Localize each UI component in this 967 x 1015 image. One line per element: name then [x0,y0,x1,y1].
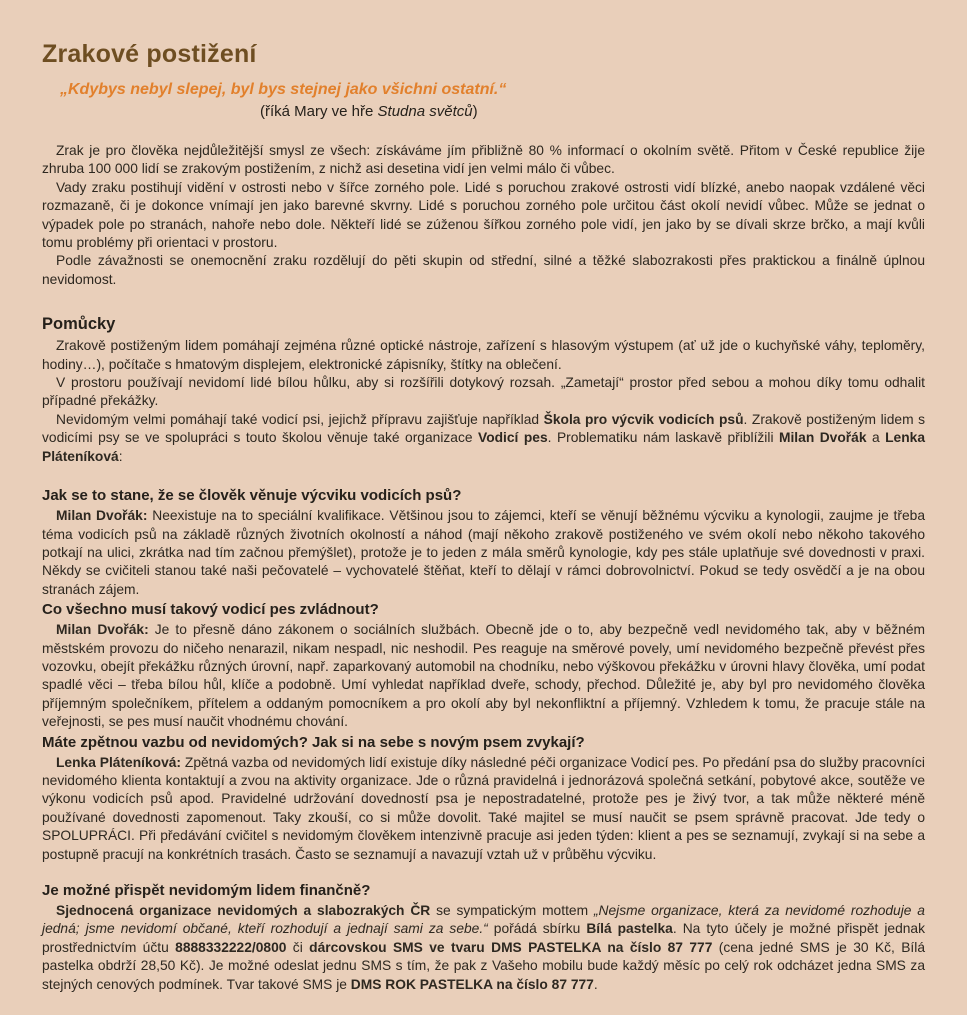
speaker-label: Lenka Pláteníková: [56,754,182,770]
yearly-sms-instructions: DMS ROK PASTELKA na číslo 87 777 [350,976,594,992]
epigraph-attribution [42,103,925,120]
answer-text: Zpětná vazba od nevidomých lidí existuje díky následné péči organizace Vodicí pes. Po předání psa do služby pracovníci nevidomého klienta kontaktují a zvou na aktivity organizace. Jde o různá pravidelná i jednorázová společná setkání, pobytové akce, soutěže ve výkonu vodicích psů apod. Pravidelné udržování dovedností psa je nepostradatelné, protože pes je živý tvor, a tak může některé méně používané dovednosti zapomenout. Taky zkouší, co si může dovolit. Také majitel se musí naučit se psem správně pracovat. Jde tedy o SPOLUPRÁCI. Při předávání cvičitel s nevidomým člověkem intenzivně pracuje asi jeden týden: klient a pes se seznamují, zvykají si na sebe a postupně pracují na konkrétních trasách. Často se seznamují a navazují vztah už v průběhu výcviku. [42,754,925,862]
answer-paragraph-2 [42,621,925,731]
speaker-label: Milan Dvořák: [56,508,148,524]
umbrella-organization-name: Sjednocená organizace nevidomých a slabozrakých ČR [56,903,431,918]
question-heading-2: Co všechno musí takový vodicí pes zvládnout? [42,601,379,619]
guide-dog-school-name: Škola pro výcvik vodicích psů [543,411,744,427]
aids-p3-run: : [118,448,123,464]
question-heading-3: Máte zpětnou vazbu od nevidomých? Jak si na sebe s novým psem zvykají? [42,733,585,751]
donate-run: či [286,939,310,955]
fundraiser-name: Bílá pastelka [586,921,673,937]
aids-p3-run: . Zrakově postiženým lidem s vodicími psy se ve spolupráci s touto školou věnuje také organizace [42,411,925,446]
intro-paragraph-2: Vady zraku postihují vidění v ostrosti nebo v šířce zorného pole. Lidé s poruchou zrakové ostrosti vidí blízké, anebo naopak vzdálené věci rozmazaně, či je dokonce vnímají jen jako barevné skvrny. Lidé s poruchou zorného pole určitou část okolí nevidí vůbec. Může se jednat o výpadek pole po stranách, nahoře nebo dole. Někteří lidé se zúženou šířkou zorného pole vidí, jen jako by se dívali skrze brčko, a mají kvůli tomu problémy při orientaci v prostoru. [42,179,925,251]
aids-paragraph-2: V prostoru používají nevidomí lidé bílou hůlku, aby si rozšířili dotykový rozsah. „Zametají“ prostor před sebou a mohou díky tomu odhalit případné překážky. [42,375,925,409]
intro-paragraph-1: Zrak je pro člověka nejdůležitější smysl ze všech: získáváme jím přibližně 80 % informací o okolním světě. Přitom v České republice žije zhruba 100 000 lidí se zrakovým postižením, z nichž asi desetina vidí jen velmi málo či vůbec. [42,143,925,177]
aids-p3-run: Nevidomým velmi pomáhají také vodicí psi, jejichž přípravu zajišťuje například [56,411,544,427]
page-title: Zrakové postižení [42,40,257,68]
donate-paragraph [42,902,925,994]
donate-run: . Na tyto účely je možné přispět jednak prostřednictvím účtu [42,921,926,955]
attribution-work-title: Studna světců [377,103,473,120]
donate-run: . [593,976,598,992]
aids-p3-run: a [866,430,886,446]
attribution-prefix: (říká Mary ve hře [260,103,378,120]
answer-text: Je to přesně dáno zákonem o sociálních službách. Obecně jde o to, aby bezpečně vedl nevidomého tak, aby v běžném městském provozu do ničeho nenarazil, nikam nespadl, nic neshodil. Pes reaguje na směrové povely, umí nevidomého bezpečně převést přes vozovku, obejít překážku různých úrovní, např. zaparkovaný automobil na chodníku, nebo výškovou překážku v úrovni hlavy člověka, umí podat spadlé věci – třeba bílou hůl, klíče a podobně. Umí vyhledat například dveře, schody, přechod. Důležité je, aby byl pro nevidomého člověka příjemným společníkem, přítelem a oddaným pomocníkem a pro okolí aby byl nekonfliktní a příjemný. Vzhledem k tomu, že pracuje stále na veřejnosti, se pes musí naučit vhodnému chování. [42,622,926,730]
person-name-milan-dvorak: Milan Dvořák [778,430,867,446]
answer-text: Neexistuje na to speciální kvalifikace. Většinou jsou to zájemci, kteří se věnují běžnému výcviku a kynologii, zaujme je třeba téma vodicích psů na základě různých životních okolností a náhod (mají někoho zrakově postiženého ve svém okolí nebo někoho takového potkají na ulici, zkrátka nad tím začnou přemýšlet), protože je to jeden z mála směrů kynologie, kdy pes stále uplatňuje své dovednosti v praxi. Někdy se cvičiteli stanou také naši pečovatelé – vychovatelé štěňat, kteří to dělají v rámci dobrovolnictví. Pokud se tedy osvědčí a je na obou stranách zájem. [42,508,925,597]
epigraph-quote: „Kdybys nebyl slepej, byl bys stejnej jako všichni ostatní.“ [60,81,507,98]
question-heading-1: Jak se to stane, že se člověk věnuje výcviku vodicích psů? [42,487,462,505]
donor-sms-instructions: dárcovskou SMS ve tvaru DMS PASTELKA na číslo 87 777 [309,939,713,955]
aids-paragraph-1: Zrakově postiženým lidem pomáhají zejména různé optické nástroje, zařízení s hlasovým výstupem (ať už jde o kuchyňské váhy, teploměry, hodiny…), počítače s hmatovým displejem, elektronické zápisníky, štítky na oblečení. [42,338,925,372]
organization-motto: „Nejsme organizace, která za nevidomé rozhoduje a jedná; jsme nevidomí občané, kteří rozhodují a jednají sami za sebe.“ [42,903,925,937]
bank-account-number: 8888332222/0800 [175,939,287,955]
speaker-label: Milan Dvořák: [56,622,149,638]
person-name-lenka-platenikova: Lenka Pláteníková [42,430,925,464]
organization-name: Vodicí pes [478,430,548,446]
donate-run: se sympatickým mottem [430,903,594,918]
donate-run: pořádá sbírku [487,921,587,937]
intro-paragraph-3: Podle závažnosti se onemocnění zraku rozdělují do pěti skupin od střední, silné a těžké slabozrakosti přes praktickou a finálně úplnou nevidomost. [42,253,925,287]
aids-p3-run: . Problematiku nám laskavě přiblížili [547,430,779,446]
aids-paragraph-3 [42,411,925,466]
question-heading-4: Je možné přispět nevidomým lidem finančně? [42,882,371,899]
answer-paragraph-3 [42,754,925,864]
donate-run: (cena jedné SMS je 30 Kč, Bílá pastelka obdrží 28,50 Kč). Je možné odeslat jednu SMS s tím, že pak z Vašeho mobilu bude každý měsíc po celý rok odcházet jedna SMS za stejných cenových podmínek. Tvar takové SMS je [42,939,926,992]
section-heading-aids: Pomůcky [42,315,116,334]
attribution-suffix: ) [472,103,478,120]
answer-paragraph-1 [42,507,925,599]
